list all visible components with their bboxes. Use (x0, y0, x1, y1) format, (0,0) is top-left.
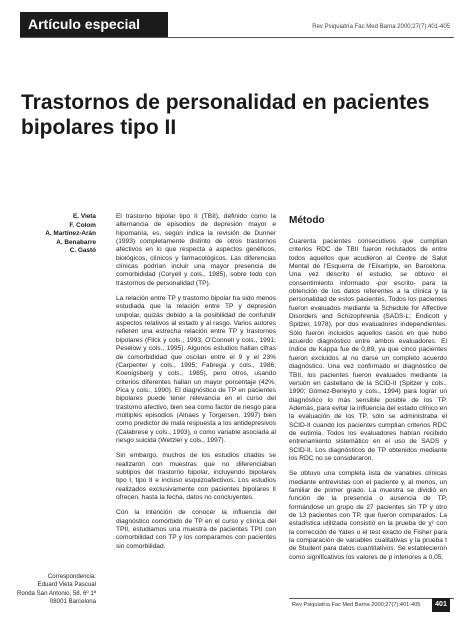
article-title: Trastornos de personalidad en pacientes bipolares tipo II (21, 91, 430, 139)
body-paragraph: Sin embargo, muchos de los estudios citados se realizaron con muestras que no diferenciaban subtipos del trastorno bipolar, incluyendo bipolares tipo I, tipo II e incluso esquizoafectivos. Los estudios realizados exclusivamente con pacientes bipolares II ofrecen, hasta la fecha, datos no concluyentes. (116, 452, 276, 501)
body-paragraph: El trastorno bipolar tipo II (TBII), definido como la alternancia de episodios de depresión mayor e hipomanía, es, según indica la revisión de Dunner (1993) completamente distinto de otros trastornos afectivos en lo que respecta a aspectos genéticos, biológicos, clínicos y farmacológicos. Las diferencias clínicas podrían incluir una mayor presencia de comorbididad (Coryell y cols., 1985), sobre todo con trastornos de personalidad (TP). (116, 213, 276, 287)
page-number: 401 (432, 598, 450, 612)
header-rule (20, 37, 454, 38)
correspondence-name: Eduard Vieta Pascual (37, 581, 96, 589)
correspondence-address: Ronda San Antonio, 58, 6º 1ª (16, 589, 96, 597)
body-paragraph: Cuarenta pacientes consecutivos que cumplían criterios RDC de TBII fueron reclutados de entre todos aquellos que acudieron al Centre de Salut Mental de l'Esquerra de l'Eixample, en Barcelona. Una vez descrito el estudio, se obtuvo el consentimiento informado -por escrito- para la obtención de los datos referentes a la clínica y la personalidad de estos pacientes. Todos los pacientes fueron evaluados mediante la Schedule for Affective Disorders and Schizophrenia (SADS-L; Endicott y Spitzer, 1978), por dos evaluadores independientes. Sólo fueron incluidos aquellos casos en que hubo acuerdo diagnóstico entre ambos evaluadores. El índice de Kappa fue de 0,89, ya que cinco pacientes fueron excluidos al no darse un completo acuerdo diagnóstico. Una vez confirmado el diagnóstico de TBII, los pacientes fueron evaluados mediante la versión en castellano de la SCID-II (Spitzer y cols., 1990; Gómez-Beneyto y cols., 1994) para lograr un diagnóstico lo más sensible posible de los TP. Además, para evitar la influencia del estado clínico en la evaluación de los TP, sólo se administraba el SCID-II cuando los pacientes cumplían criterios RDC de eutimia. Todos los evaluadores habían recibido entrenamiento sistemático en el uso de SADS y SCID-II. Los diagnósticos de TP obtenidos mediante los RDC no se consideraron. (289, 238, 447, 462)
body-paragraph: Se obtuvo una completa lista de variables clínicas mediante entrevistas con el paciente y, al menos, un familiar de primer grado. La muestra se dividió en función de la presencia o ausencia de TP, formándose un grupo de 27 pacientes sin TP y otro de 13 pacientes con TP, que fueron comparados. La estadística utilizada consistió en la prueba de χ² con la corrección de Yates o el test exacto de Fisher para la comparación de variables cualitativas y la prueba t de Student para datos cuantitativos. Se establecieron como significativos los valores de p inferiores a 0,05. (289, 470, 447, 561)
section-label: Artículo especial (28, 16, 141, 32)
correspondence-block (10, 573, 96, 607)
body-paragraph: La relación entre TP y trastorno bipolar ha sido menos estudiada que la relación entre TP y depresión unipolar, quizás debido a la posibilidad de confundir aspectos relativos al estado y al rasgo. Varios autores refieren una estrecha relación entre TP y trastornos bipolares (Flick y cols., 1993; O'Connell y cols., 1991; Peselow y cols., 1995). Algunos estudios hallan cifras de comorbididad que oscilan entre el 9 y el 23% (Carpenter y cols., 1995; Fabrega y cols., 1986; Koenigsberg y cols., 1985), pero otros, usando criterios diferentes hallan un mayor porcentaje (42%; Pica y cols., 1990). El diagnóstico de TP en pacientes bipolares puede tener relevancia en el curso del trastorno afectivo, bien sea como factor de riesgo para múltiples episodios (Alnaes y Torgersen, 1997) bien como predictor de mala respuesta a los antidepresivos (Calabrese y cols., 1993), o como variable asociada al riesgo suicida (Wetzler y cols., 1997). (116, 295, 276, 444)
author: A. Martínez-Arán (45, 230, 96, 237)
correspondence-label: Correspondencia: (47, 573, 96, 580)
journal-reference-footer: Rev Psiquiatría Fac Med Barna 2000;27(7):401-405 (292, 602, 421, 608)
section-label-tab (20, 12, 168, 38)
correspondence-city: 08001 Barcelona (49, 598, 96, 606)
author: C. Gastó (69, 247, 96, 254)
methods-column (289, 238, 447, 569)
author: A. Benabarre (56, 238, 96, 246)
methods-heading: Método (289, 215, 325, 226)
body-paragraph: Con la intención de conocer la influencia del diagnóstico comórbido de TP en el curso y clínica del TPII, estudiamos una muestra de pacientes TPII con comorbilidad con TP y los comparamos con pacientes sin comorbilidad. (116, 509, 276, 550)
footer-rule (289, 598, 454, 599)
intro-column (116, 213, 276, 558)
author-list (20, 213, 96, 256)
author: E. Vieta (73, 213, 96, 220)
journal-reference-header: Rev Psiquiatría Fac Med Barna 2000;27(7):401-405 (312, 24, 450, 30)
author: F. Colom (69, 221, 96, 229)
